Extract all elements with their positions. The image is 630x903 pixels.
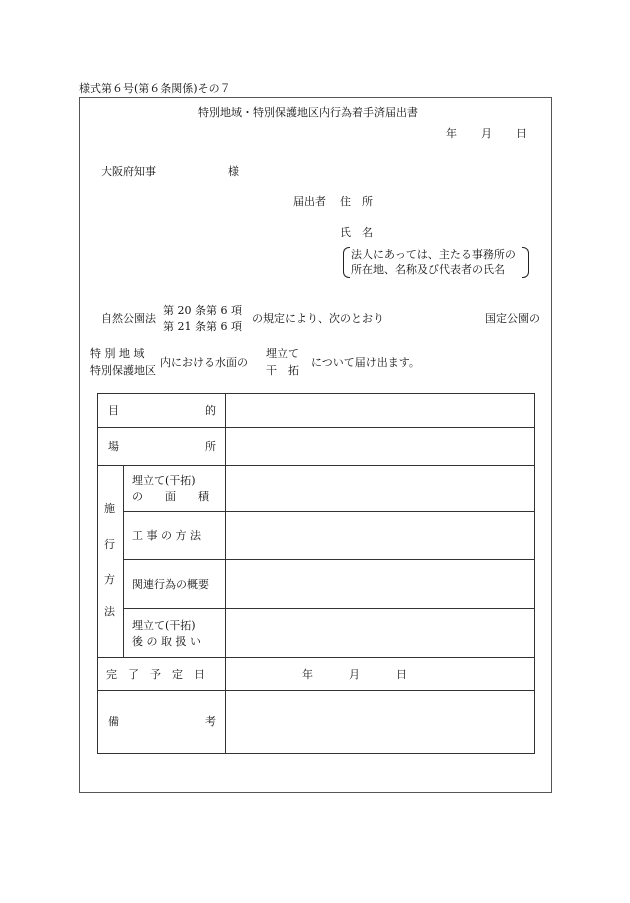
form-title: 特別地域・特別保護地区内行為着手済届出書 — [198, 106, 418, 119]
date-month[interactable]: 月 — [481, 127, 492, 140]
notifier-label: 届出者 — [293, 195, 326, 208]
remarks-label-b: 考 — [205, 715, 216, 728]
area-label-a: 埋立て(干拓) — [132, 474, 196, 487]
purpose-label-a: 目 — [108, 404, 119, 417]
remarks-label-a: 備 — [108, 715, 119, 728]
corporate-note-line1: 法人にあっては、主たる事務所の — [351, 248, 516, 261]
note-bracket-right — [522, 247, 529, 278]
area-value-field[interactable] — [226, 466, 534, 511]
purpose-value-field[interactable] — [226, 394, 534, 427]
park-type: 国定公園の — [485, 312, 540, 325]
related-label: 関連行為の概要 — [132, 578, 209, 591]
place-label-b: 所 — [205, 440, 216, 453]
place-label-a: 場 — [108, 440, 119, 453]
act-option-reclamation[interactable]: 埋立て — [266, 347, 299, 360]
construction-label: 工 事 の 方 法 — [132, 529, 201, 542]
method-label-char: 方 — [104, 573, 115, 586]
handling-value-field[interactable] — [226, 609, 534, 657]
article-option-20[interactable]: 第 20 条第 6 項 — [163, 304, 242, 317]
place-value-field[interactable] — [226, 428, 534, 465]
article-option-21[interactable]: 第 21 条第 6 項 — [163, 320, 242, 333]
table-row-line — [97, 657, 535, 658]
address-label: 住 所 — [340, 195, 373, 208]
method-label-char: 行 — [104, 538, 115, 551]
remarks-value-field[interactable] — [226, 691, 534, 753]
law-name: 自然公園法 — [101, 312, 156, 325]
table-method-divider — [123, 465, 124, 657]
name-label: 氏 名 — [340, 226, 373, 239]
completion-year[interactable]: 年 — [302, 668, 313, 681]
date-year[interactable]: 年 — [446, 127, 457, 140]
note-bracket-left — [343, 247, 350, 278]
rule-text: の規定により、次のとおり — [252, 312, 384, 325]
act-option-drainage[interactable]: 干 拓 — [266, 364, 299, 377]
handling-label-b: 後 の 取 扱 い — [132, 635, 201, 648]
form-number: 様式第６号(第６条関係)その７ — [79, 82, 231, 95]
purpose-label-b: 的 — [205, 404, 216, 417]
method-label-char: 施 — [104, 502, 115, 515]
closing-text: について届け出ます。 — [311, 356, 420, 369]
area-label-b: の 面 積 — [132, 490, 209, 503]
date-day[interactable]: 日 — [516, 127, 527, 140]
completion-day[interactable]: 日 — [396, 668, 407, 681]
completion-label: 完 了 予 定 日 — [106, 668, 205, 681]
addressee-honorific: 様 — [228, 165, 239, 178]
corporate-note-line2: 所在地、名称及び代表者の氏名 — [351, 263, 505, 276]
method-label-char: 法 — [104, 605, 115, 618]
addressee-name: 大阪府知事 — [101, 165, 156, 178]
construction-value-field[interactable] — [226, 512, 534, 559]
completion-month[interactable]: 月 — [349, 668, 360, 681]
area-option-special[interactable]: 特 別 地 域 — [90, 347, 145, 360]
handling-label-a: 埋立て(干拓) — [132, 619, 196, 632]
related-value-field[interactable] — [226, 560, 534, 608]
within-text: 内における水面の — [160, 356, 248, 369]
area-option-protected[interactable]: 特別保護地区 — [90, 364, 156, 377]
